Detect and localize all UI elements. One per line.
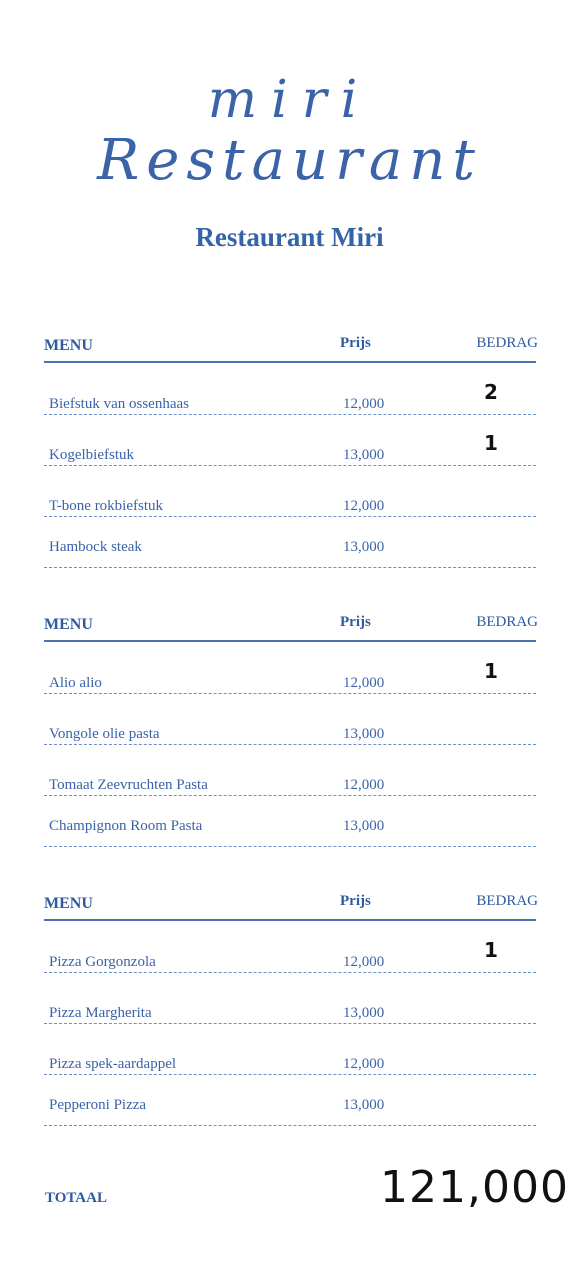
- item-quantity: 1: [484, 659, 498, 683]
- menu-row: [44, 373, 536, 415]
- menu-row: [44, 931, 536, 973]
- item-name: Pepperoni Pizza: [49, 1097, 147, 1113]
- menu-row: [44, 424, 536, 466]
- section-end-divider: [44, 567, 536, 568]
- item-name: Tomaat Zeevruchten Pasta: [49, 777, 208, 793]
- menu-section-3: [44, 889, 536, 1139]
- item-name: Pizza Gorgonzola: [49, 954, 156, 970]
- item-price: 12,000: [343, 498, 385, 514]
- item-price: 13,000: [343, 447, 385, 463]
- item-name: Hambock steak: [49, 539, 142, 555]
- amount-column-header: BEDRAG: [476, 335, 538, 351]
- price-column-header: Prijs: [340, 614, 371, 630]
- section-end-divider: [44, 846, 536, 847]
- item-price: 12,000: [343, 396, 385, 412]
- price-column-header: Prijs: [340, 893, 371, 909]
- menu-row: [44, 652, 536, 694]
- menu-row: [44, 754, 536, 796]
- item-price: 12,000: [343, 777, 385, 793]
- item-quantity: 2: [484, 380, 498, 404]
- item-quantity: 1: [484, 431, 498, 455]
- amount-column-header: BEDRAG: [476, 614, 538, 630]
- item-price: 13,000: [343, 818, 385, 834]
- item-price: 13,000: [343, 1005, 385, 1021]
- menu-row: [44, 516, 536, 557]
- item-name: Alio alio: [49, 675, 102, 691]
- section-header: [44, 889, 536, 919]
- section-header: [44, 331, 536, 361]
- item-price: 12,000: [343, 675, 385, 691]
- menu-row: [44, 1074, 536, 1115]
- item-name: Kogelbiefstuk: [49, 447, 134, 463]
- menu-column-header: MENU: [44, 616, 93, 633]
- item-price: 13,000: [343, 539, 385, 555]
- header-divider: [44, 361, 536, 363]
- item-name: Pizza spek-aardappel: [49, 1056, 177, 1072]
- menu-section-1: [44, 331, 536, 581]
- item-name: Pizza Margherita: [49, 1005, 152, 1021]
- item-name: T-bone rokbiefstuk: [49, 498, 164, 514]
- amount-column-header: BEDRAG: [476, 893, 538, 909]
- item-name: Champignon Room Pasta: [49, 818, 203, 834]
- total-value: 121,000: [380, 1162, 569, 1213]
- item-name: Biefstuk van ossenhaas: [49, 396, 189, 412]
- price-column-header: Prijs: [340, 335, 371, 351]
- menu-row: [44, 795, 536, 836]
- item-price: 12,000: [343, 954, 385, 970]
- item-price: 13,000: [343, 726, 385, 742]
- menu-row: [44, 982, 536, 1024]
- item-price: 13,000: [343, 1097, 385, 1113]
- menu-row: [44, 475, 536, 517]
- page-title: Restaurant Miri: [195, 222, 384, 252]
- menu-column-header: MENU: [44, 895, 93, 912]
- header-divider: [44, 919, 536, 921]
- section-header: [44, 610, 536, 640]
- menu-row: [44, 1033, 536, 1075]
- total-label: TOTAAL: [45, 1190, 107, 1206]
- item-quantity: 1: [484, 938, 498, 962]
- menu-column-header: MENU: [44, 337, 93, 354]
- menu-row: [44, 703, 536, 745]
- header-divider: [44, 640, 536, 642]
- section-end-divider: [44, 1125, 536, 1126]
- logo-restaurant: Restaurant: [97, 128, 482, 193]
- logo-miri: miri: [207, 70, 372, 130]
- item-price: 12,000: [343, 1056, 385, 1072]
- menu-section-2: [44, 610, 536, 860]
- item-name: Vongole olie pasta: [49, 726, 160, 742]
